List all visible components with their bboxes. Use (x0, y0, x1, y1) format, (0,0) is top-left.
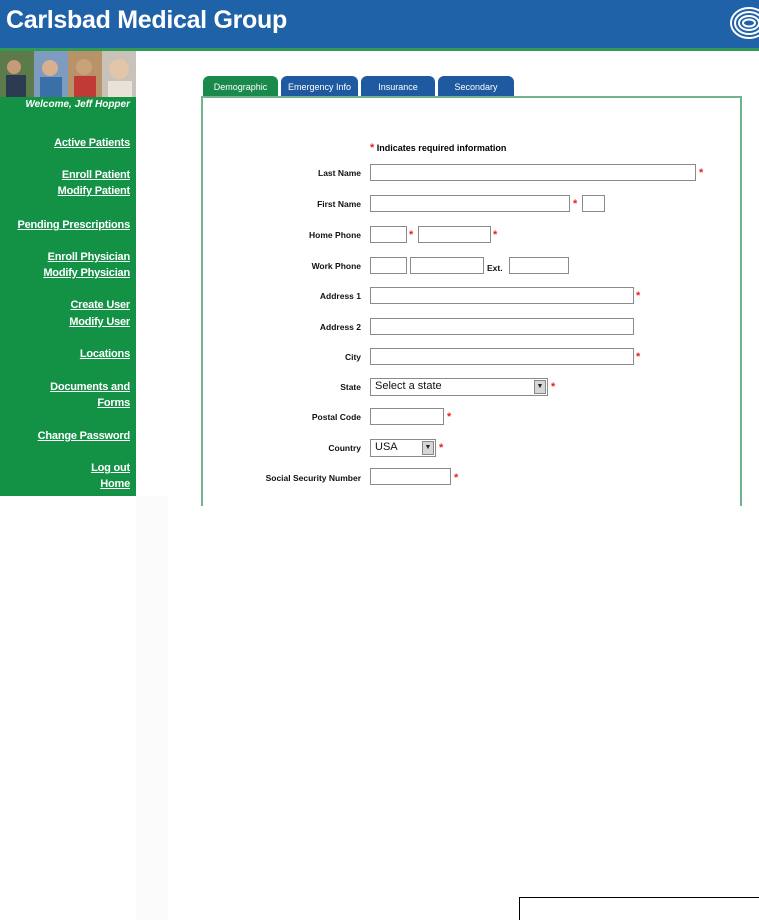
ssn-label: Social Security Number (265, 473, 361, 483)
postal-code-label: Postal Code (311, 412, 361, 422)
chevron-down-icon[interactable]: ▼ (534, 380, 546, 394)
nav-enroll-patient[interactable]: Enroll Patient (61, 169, 130, 181)
chevron-down-icon[interactable]: ▼ (422, 441, 434, 455)
required-note-text: Indicates required information (376, 143, 507, 153)
address2-label: Address 2 (319, 322, 361, 332)
required-marker: * (370, 142, 375, 154)
orbit-logo-icon (719, 3, 759, 43)
welcome-message: Welcome, Jeff Hopper (25, 99, 130, 110)
tab-demographic[interactable]: Demographic (203, 76, 278, 98)
address1-input[interactable] (370, 287, 634, 304)
nav-pending-prescriptions[interactable]: Pending Prescriptions (17, 219, 130, 231)
city-required: * (636, 351, 641, 363)
address1-label: Address 1 (319, 291, 361, 301)
city-label: City (344, 352, 361, 362)
work-phone-area-input[interactable] (370, 257, 407, 274)
site-title: Carlsbad Medical Group (6, 6, 287, 34)
state-required: * (551, 381, 556, 393)
home-phone-required: * (409, 229, 414, 241)
nav-active-patients[interactable]: Active Patients (54, 137, 130, 149)
sidebar (0, 51, 136, 496)
background-strip (136, 496, 168, 920)
nav-modify-patient[interactable]: Modify Patient (57, 185, 130, 197)
middle-initial-input[interactable] (582, 195, 605, 212)
last-name-label: Last Name (318, 168, 361, 178)
ssn-input[interactable] (370, 468, 451, 485)
home-phone-number-input[interactable] (418, 226, 491, 243)
nav-log-out[interactable]: Log out (91, 462, 130, 474)
page-corner-frame (519, 897, 759, 920)
address2-input[interactable] (370, 318, 634, 335)
app-header (0, 0, 759, 51)
first-name-input[interactable] (370, 195, 570, 212)
nav-documents-and-forms-cont[interactable]: Forms (97, 397, 130, 409)
nav-modify-physician[interactable]: Modify Physician (43, 267, 130, 279)
address1-required: * (636, 290, 641, 302)
home-phone-required-2: * (493, 229, 498, 241)
nav-change-password[interactable]: Change Password (37, 430, 130, 442)
state-label: State (340, 382, 361, 392)
country-required: * (439, 442, 444, 454)
work-phone-ext-input[interactable] (509, 257, 569, 274)
work-phone-label: Work Phone (311, 261, 361, 271)
nav-modify-user[interactable]: Modify User (69, 316, 130, 328)
required-info-note (370, 142, 506, 154)
work-phone-number-input[interactable] (410, 257, 484, 274)
nav-enroll-physician[interactable]: Enroll Physician (47, 251, 130, 263)
nav-create-user[interactable]: Create User (70, 299, 130, 311)
tab-secondary[interactable]: Secondary (438, 76, 514, 98)
state-selected-value: Select a state (375, 380, 442, 392)
home-phone-area-input[interactable] (370, 226, 407, 243)
last-name-required: * (699, 167, 704, 179)
nav-locations[interactable]: Locations (79, 348, 130, 360)
nav-home[interactable]: Home (100, 478, 130, 490)
first-name-label: First Name (317, 199, 361, 209)
country-selected-value: USA (375, 441, 398, 453)
state-select[interactable] (370, 378, 548, 396)
ssn-required: * (454, 472, 459, 484)
home-phone-label: Home Phone (309, 230, 361, 240)
patients-photo-strip (0, 51, 136, 97)
ext-label: Ext. (487, 263, 503, 273)
tab-insurance[interactable]: Insurance (361, 76, 435, 98)
tab-emergency-info[interactable]: Emergency Info (281, 76, 358, 98)
last-name-input[interactable] (370, 164, 696, 181)
postal-code-input[interactable] (370, 408, 444, 425)
country-select[interactable] (370, 439, 436, 457)
city-input[interactable] (370, 348, 634, 365)
postal-code-required: * (447, 411, 452, 423)
nav-documents-and-forms[interactable]: Documents and (50, 381, 130, 393)
country-label: Country (328, 443, 361, 453)
first-name-required: * (573, 198, 578, 210)
